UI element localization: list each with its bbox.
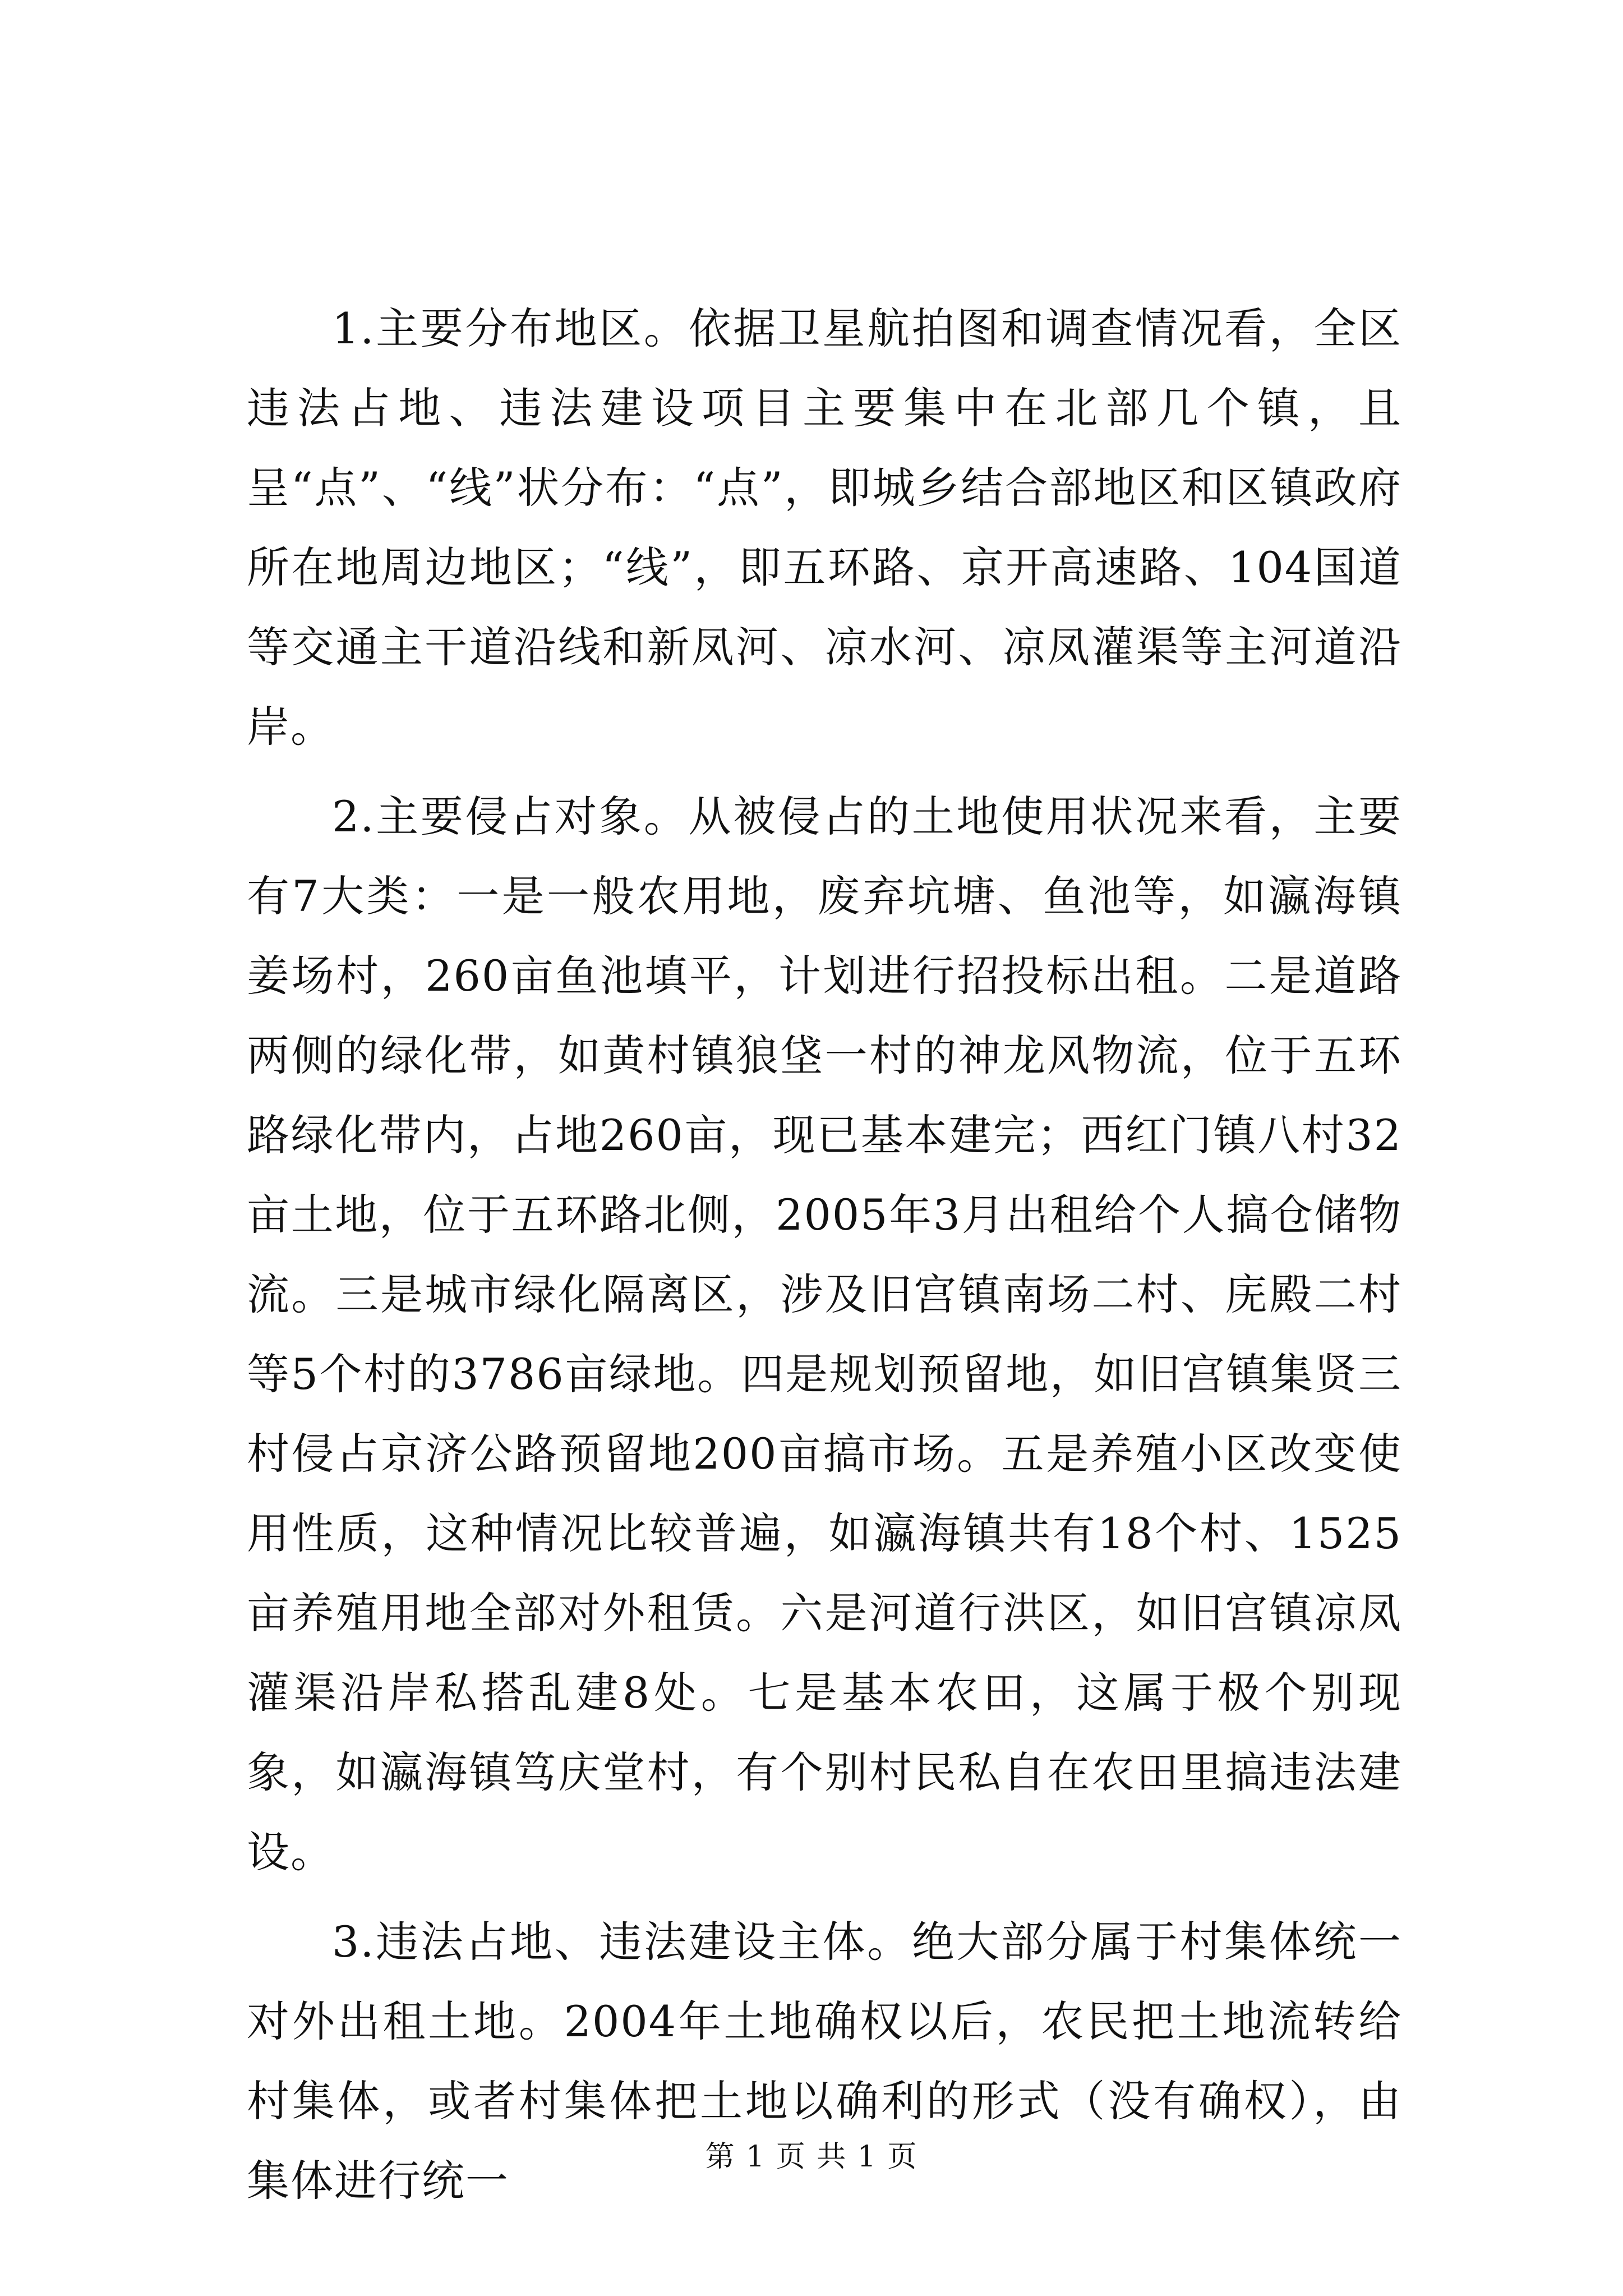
paragraph-illegal-subjects: 3.违法占地、违法建设主体。绝大部分属于村集体统一对外出租土地。2004年土地确权以后，农民把土地流转给村集体，或者村集体把土地以确利的形式（没有确权），由集体进行统一 — [247, 1917, 1402, 2206]
document-body — [247, 289, 1402, 2221]
paragraph-occupied-objects: 2.主要侵占对象。从被侵占的土地使用状况来看，主要有7大类：一是一般农用地，废弃坑塘、鱼池等，如瀛海镇姜场村，260亩鱼池填平，计划进行招投标出租。二是道路两侧的绿化带，如黄村镇狼垡一村的神龙风物流，位于五环路绿化带内，占地260亩，现已基本建完；西红门镇八村32亩土地，位于五环路北侧，2005年3月出租给个人搞仓储物流。三是城市绿化隔离区，涉及旧宫镇南场二村、庑殿二村等5个村的3786亩绿地。四是规划预留地，如旧宫镇集贤三村侵占京济公路预留地200亩搞市场。五是养殖小区改变使用性质，这种情况比较普遍，如瀛海镇共有18个村、1525亩养殖用地全部对外租赁。六是河道行洪区，如旧宫镇凉凤灌渠沿岸私搭乱建8处。七是基本农田，这属于极个别现象，如瀛海镇笃庆堂村，有个别村民私自在农田里搞违法建设。 — [247, 792, 1402, 1877]
page-footer: 第 1 页 共 1 页 — [705, 2140, 918, 2174]
paragraph-distribution-areas: 1.主要分布地区。依据卫星航拍图和调查情况看，全区违法占地、违法建设项目主要集中在北部几个镇，且呈“点”、“线”状分布：“点”，即城乡结合部地区和区镇政府所在地周边地区；“线”，即五环路、京开高速路、104国道等交通主干道沿线和新凤河、凉水河、凉凤灌渠等主河道沿岸。 — [247, 303, 1402, 752]
